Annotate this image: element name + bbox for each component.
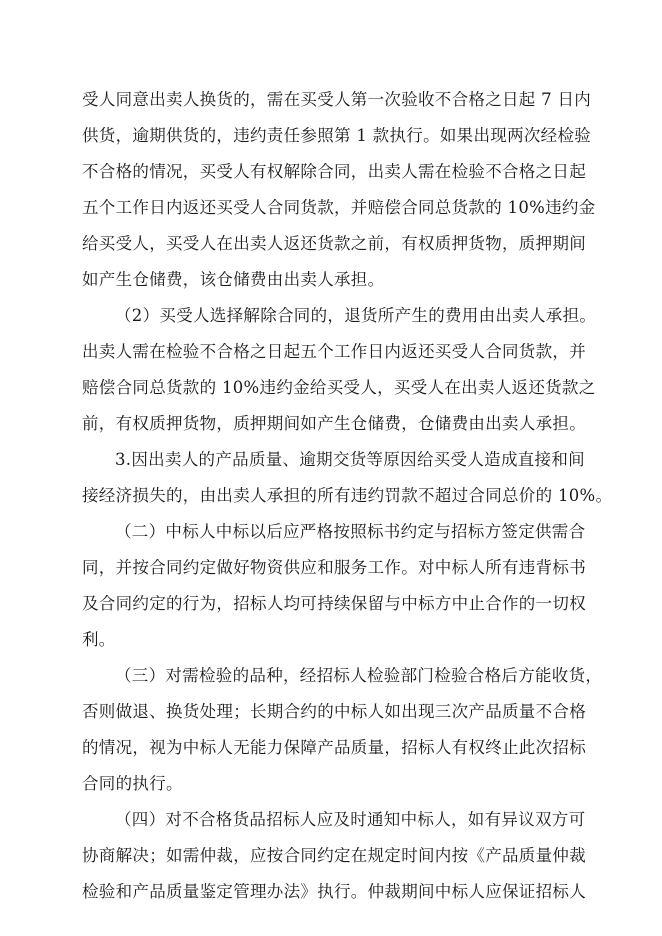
text-line: 如产生仓储费，该仓储费由出卖人承担。 [82, 270, 385, 289]
text-line: 同，并按合同约定做好物资供应和服务工作。对中标人所有违背标书 [82, 558, 586, 577]
text-line: 不合格的情况，买受人有权解除合同，出卖人需在检验不合格之日起 [82, 162, 586, 181]
text-line: 3.因出卖人的产品质量、逾期交货等原因给买受人造成直接和间 [115, 450, 585, 469]
text-line: 接经济损失的，由出卖人承担的所有违约罚款不超过合同总价的 10%。 [82, 486, 613, 505]
text-line: 给买受人，买受人在出卖人返还货款之前，有权质押货物，质押期间 [82, 234, 586, 253]
text-line: 协商解决；如需仲裁，应按合同约定在规定时间内按《产品质量仲裁 [82, 846, 586, 865]
text-line: 的情况，视为中标人无能力保障产品质量，招标人有权终止此次招标 [82, 738, 586, 757]
text-line: （四）对不合格货品招标人应及时通知中标人，如有异议双方可 [115, 810, 586, 829]
text-line: 五个工作日内返还买受人合同货款，并赔偿合同总货款的 10%违约金 [82, 198, 596, 217]
text-line: 及合同约定的行为，招标人均可持续保留与中标方中止合作的一切权 [82, 594, 586, 613]
text-line: （2）买受人选择解除合同的，退货所产生的费用由出卖人承担。 [115, 306, 597, 325]
text-line: 合同的执行。 [82, 774, 183, 793]
text-line: 否则做退、换货处理；长期合约的中标人如出现三次产品质量不合格 [82, 702, 586, 721]
text-line: 前，有权质押货物，质押期间如产生仓储费，仓储费由出卖人承担。 [82, 414, 586, 433]
text-line: 受人同意出卖人换货的，需在买受人第一次验收不合格之日起 7 日内 [82, 90, 592, 109]
text-line: 检验和产品质量鉴定管理办法》执行。仲裁期间中标人应保证招标人 [82, 882, 586, 901]
text-line: 出卖人需在检验不合格之日起五个工作日内返还买受人合同货款，并 [82, 342, 586, 361]
text-line: 利。 [82, 630, 116, 649]
text-line: 供货，逾期供货的，违约责任参照第 1 款执行。如果出现两次经检验 [82, 126, 592, 145]
text-line: （二）中标人中标以后应严格按照标书约定与招标方签定供需合 [115, 522, 586, 541]
text-line: 赔偿合同总货款的 10%违约金给买受人，买受人在出卖人返还货款之 [82, 378, 596, 397]
text-line: （三）对需检验的品种，经招标人检验部门检验合格后方能收货， [115, 666, 603, 685]
